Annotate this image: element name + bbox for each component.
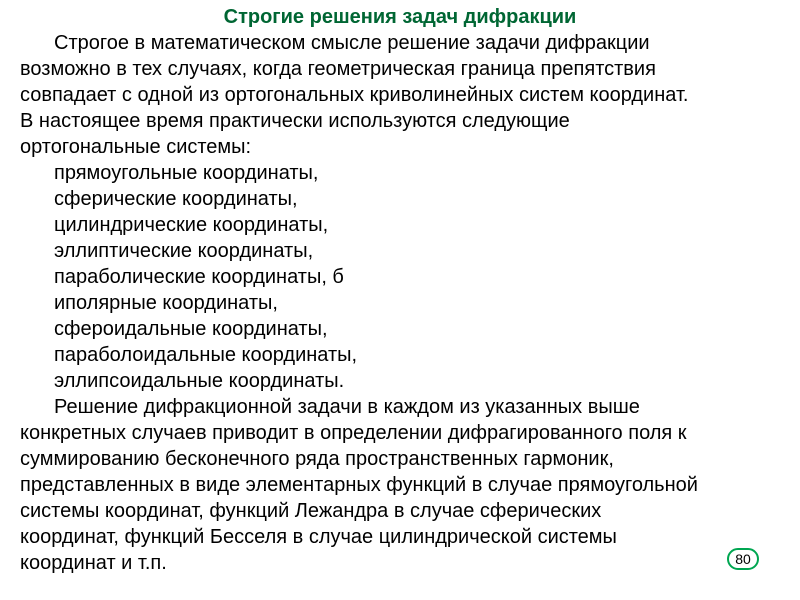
- text-line: системы координат, функций Лежандра в случае сферических: [20, 500, 602, 522]
- list-item: цилиндрические координаты,: [54, 214, 329, 236]
- list-item: эллиптические координаты,: [54, 240, 314, 262]
- text-line: В настоящее время практически используются следующие: [20, 110, 570, 132]
- slide-title: Строгие решения задач дифракции: [223, 6, 577, 28]
- list-item: иполярные координаты,: [54, 292, 278, 314]
- list-item: параболоидальные координаты,: [54, 344, 358, 366]
- list-item: параболические координаты, б: [54, 266, 344, 288]
- text-line: ортогональные системы:: [20, 136, 252, 158]
- text-line: конкретных случаев приводит в определении дифрагированного поля к: [20, 422, 687, 444]
- text-line: суммированию бесконечного ряда пространственных гармоник,: [20, 448, 614, 470]
- text-line: координат, функций Бесселя в случае цилиндрической системы: [20, 526, 617, 548]
- list-item: сферические координаты,: [54, 188, 298, 210]
- list-item: эллипсоидальные координаты.: [54, 370, 345, 392]
- text-line: совпадает с одной из ортогональных криволинейных систем координат.: [20, 84, 689, 106]
- list-item: прямоугольные координаты,: [54, 162, 319, 184]
- text-line: представленных в виде элементарных функций в случае прямоугольной: [20, 474, 698, 496]
- text-line: координат и т.п.: [20, 552, 167, 574]
- text-line: Строгое в математическом смысле решение задачи дифракции: [54, 32, 650, 54]
- text-line: Решение дифракционной задачи в каждом из указанных выше: [54, 396, 640, 418]
- page-number-badge: 80: [727, 548, 759, 570]
- list-item: сфероидальные координаты,: [54, 318, 328, 340]
- text-line: возможно в тех случаях, когда геометрическая граница препятствия: [20, 58, 656, 80]
- slide-body: [20, 30, 795, 576]
